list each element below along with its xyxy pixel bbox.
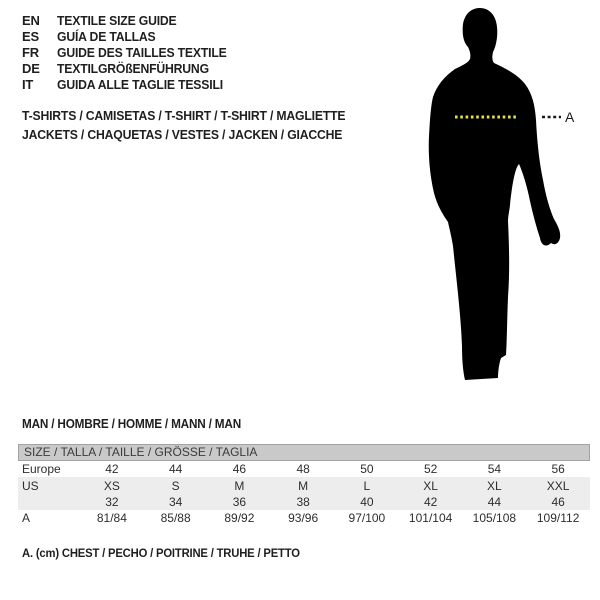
size-table-header: SIZE / TALLA / TAILLE / GRÖSSE / TAGLIA xyxy=(18,444,590,461)
size-cell: 36 xyxy=(232,494,247,509)
section-title-man: MAN / HOMBRE / HOMME / MANN / MAN xyxy=(22,417,242,431)
size-cell: 34 xyxy=(168,494,183,509)
language-label: TEXTILGRÖßENFÜHRUNG xyxy=(57,60,209,76)
size-cell: S xyxy=(171,478,180,493)
size-cell: 85/88 xyxy=(160,511,191,526)
language-code: DE xyxy=(22,60,40,76)
size-cell: XXL xyxy=(546,478,570,493)
size-cell: 38 xyxy=(296,494,310,509)
size-cell: 105/108 xyxy=(472,511,517,526)
language-row xyxy=(22,44,237,60)
man-figure-path xyxy=(429,8,560,380)
language-list xyxy=(22,12,237,92)
category-line-tshirts: T-SHIRTS / CAMISETAS / T-SHIRT / T-SHIRT / MAGLIETTE xyxy=(22,108,346,123)
row-label: Europe xyxy=(22,462,61,477)
size-cell: 42 xyxy=(423,494,438,509)
size-cell: M xyxy=(298,478,309,493)
size-cell: 101/104 xyxy=(408,511,453,526)
size-cell: 32 xyxy=(105,494,119,509)
language-label: TEXTILE SIZE GUIDE xyxy=(57,12,177,28)
size-cell: 89/92 xyxy=(224,511,255,526)
language-row xyxy=(22,60,237,76)
language-code: EN xyxy=(22,12,40,28)
size-cell: XL xyxy=(423,478,438,493)
size-cell: 56 xyxy=(551,462,565,477)
size-cell: XS xyxy=(103,478,120,493)
row-label: US xyxy=(22,478,39,493)
table-row-chest xyxy=(18,510,590,526)
measurement-footnote: A. (cm) CHEST / PECHO / POITRINE / TRUHE / PETTO xyxy=(22,546,300,560)
language-row xyxy=(22,28,237,44)
size-cell: 81/84 xyxy=(96,511,127,526)
category-line-jackets: JACKETS / CHAQUETAS / VESTES / JACKEN / GIACCHE xyxy=(22,127,343,142)
row-label: A xyxy=(22,511,31,526)
language-label: GUIDA ALLE TAGLIE TESSILI xyxy=(57,76,223,92)
size-cell: 93/96 xyxy=(288,511,319,526)
size-cell: 54 xyxy=(487,462,502,477)
size-cell: 46 xyxy=(551,494,565,509)
size-cell: M xyxy=(234,478,245,493)
size-table xyxy=(18,444,590,527)
language-label: GUIDE DES TAILLES TEXTILE xyxy=(57,44,227,60)
size-cell: 52 xyxy=(423,462,438,477)
language-code: ES xyxy=(22,28,39,44)
size-cell: 42 xyxy=(105,462,119,477)
category-lines xyxy=(22,106,366,144)
language-label: GUÍA DE TALLAS xyxy=(57,28,156,44)
table-row-us xyxy=(18,477,590,493)
language-row xyxy=(22,76,237,92)
size-cell: 97/100 xyxy=(348,511,386,526)
measure-label-a: A xyxy=(565,109,575,125)
size-cell: 50 xyxy=(360,462,374,477)
size-cell: 44 xyxy=(168,462,183,477)
language-row xyxy=(22,12,237,28)
size-cell: 46 xyxy=(232,462,247,477)
size-cell: 44 xyxy=(487,494,502,509)
size-cell: 48 xyxy=(296,462,310,477)
language-code: IT xyxy=(22,76,34,92)
size-cell: 40 xyxy=(360,494,374,509)
language-code: FR xyxy=(22,44,39,60)
table-row-europe xyxy=(18,461,590,477)
size-cell: 109/112 xyxy=(536,511,580,526)
table-row-numeric xyxy=(18,494,590,510)
man-silhouette xyxy=(395,5,575,390)
size-cell: XL xyxy=(487,478,502,493)
size-cell: L xyxy=(363,478,371,493)
